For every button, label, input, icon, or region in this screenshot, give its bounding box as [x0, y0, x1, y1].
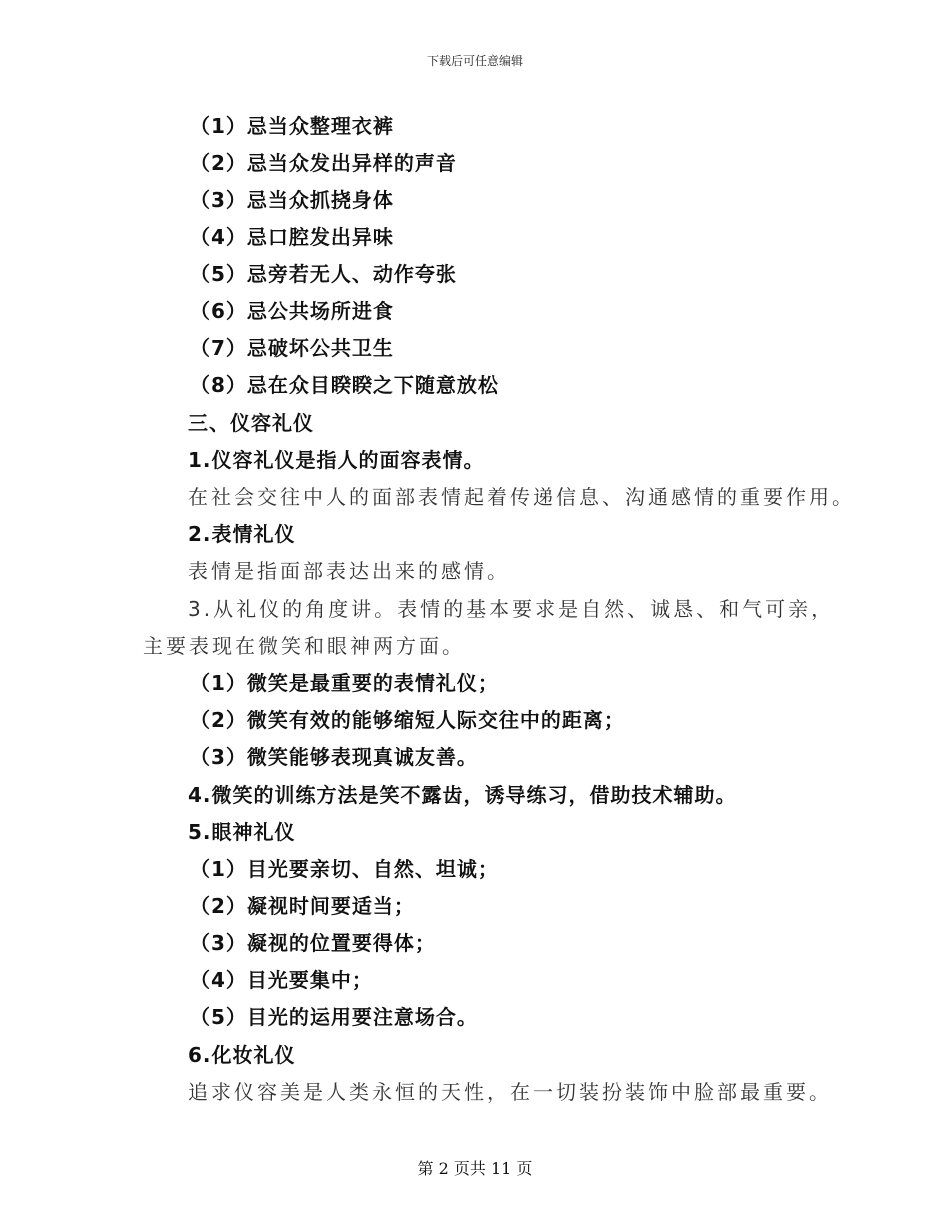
text-line: 4.微笑的训练方法是笑不露齿，诱导练习，借助技术辅助。 [188, 783, 737, 807]
text-line: 2.表情礼仪 [188, 522, 296, 546]
text-line: 在社会交往中人的面部表情起着传递信息、沟通感情的重要作用。 [188, 485, 855, 509]
text-line: （3）忌当众抓挠身体 [190, 188, 394, 212]
text-line: （2）忌当众发出异样的声音 [190, 151, 457, 175]
text-line: （4）目光要集中； [190, 968, 373, 992]
text-line: （5）目光的运用要注意场合。 [190, 1005, 478, 1029]
text-line: （3）凝视的位置要得体； [190, 931, 436, 955]
text-line: 追求仪容美是人类永恒的天性，在一切装扮装饰中脸部最重要。 [188, 1080, 832, 1104]
text-line: （2）微笑有效的能够缩短人际交往中的距离； [190, 708, 625, 732]
text-line: （8）忌在众目睽睽之下随意放松 [190, 373, 499, 397]
text-line: 主要表现在微笑和眼神两方面。 [143, 634, 465, 658]
text-line: （3）微笑能够表现真诚友善。 [190, 745, 478, 769]
text-line: 1.仪容礼仪是指人的面容表情。 [188, 448, 485, 472]
text-line: 6.化妆礼仪 [188, 1043, 296, 1067]
text-line: （1）忌当众整理衣裤 [190, 114, 394, 138]
text-line: （5）忌旁若无人、动作夸张 [190, 262, 457, 286]
text-line: （2）凝视时间要适当； [190, 894, 415, 918]
section-heading: 三、仪容礼仪 [188, 411, 314, 435]
text-line: 3.从礼仪的角度讲。表情的基本要求是自然、诚恳、和气可亲， [188, 597, 835, 621]
page-header: 下载后可任意编辑 [426, 54, 523, 68]
text-line: 5.眼神礼仪 [188, 820, 296, 844]
text-line: 表情是指面部表达出来的感情。 [188, 559, 510, 583]
text-line: （1）微笑是最重要的表情礼仪； [190, 671, 499, 695]
text-line: （6）忌公共场所进食 [190, 299, 394, 323]
text-line: （7）忌破坏公共卫生 [190, 336, 394, 360]
text-line: （4）忌口腔发出异味 [190, 225, 394, 249]
page-footer: 第 2 页共 11 页 [417, 1159, 533, 1178]
text-line: （1）目光要亲切、自然、坦诚； [190, 857, 499, 881]
